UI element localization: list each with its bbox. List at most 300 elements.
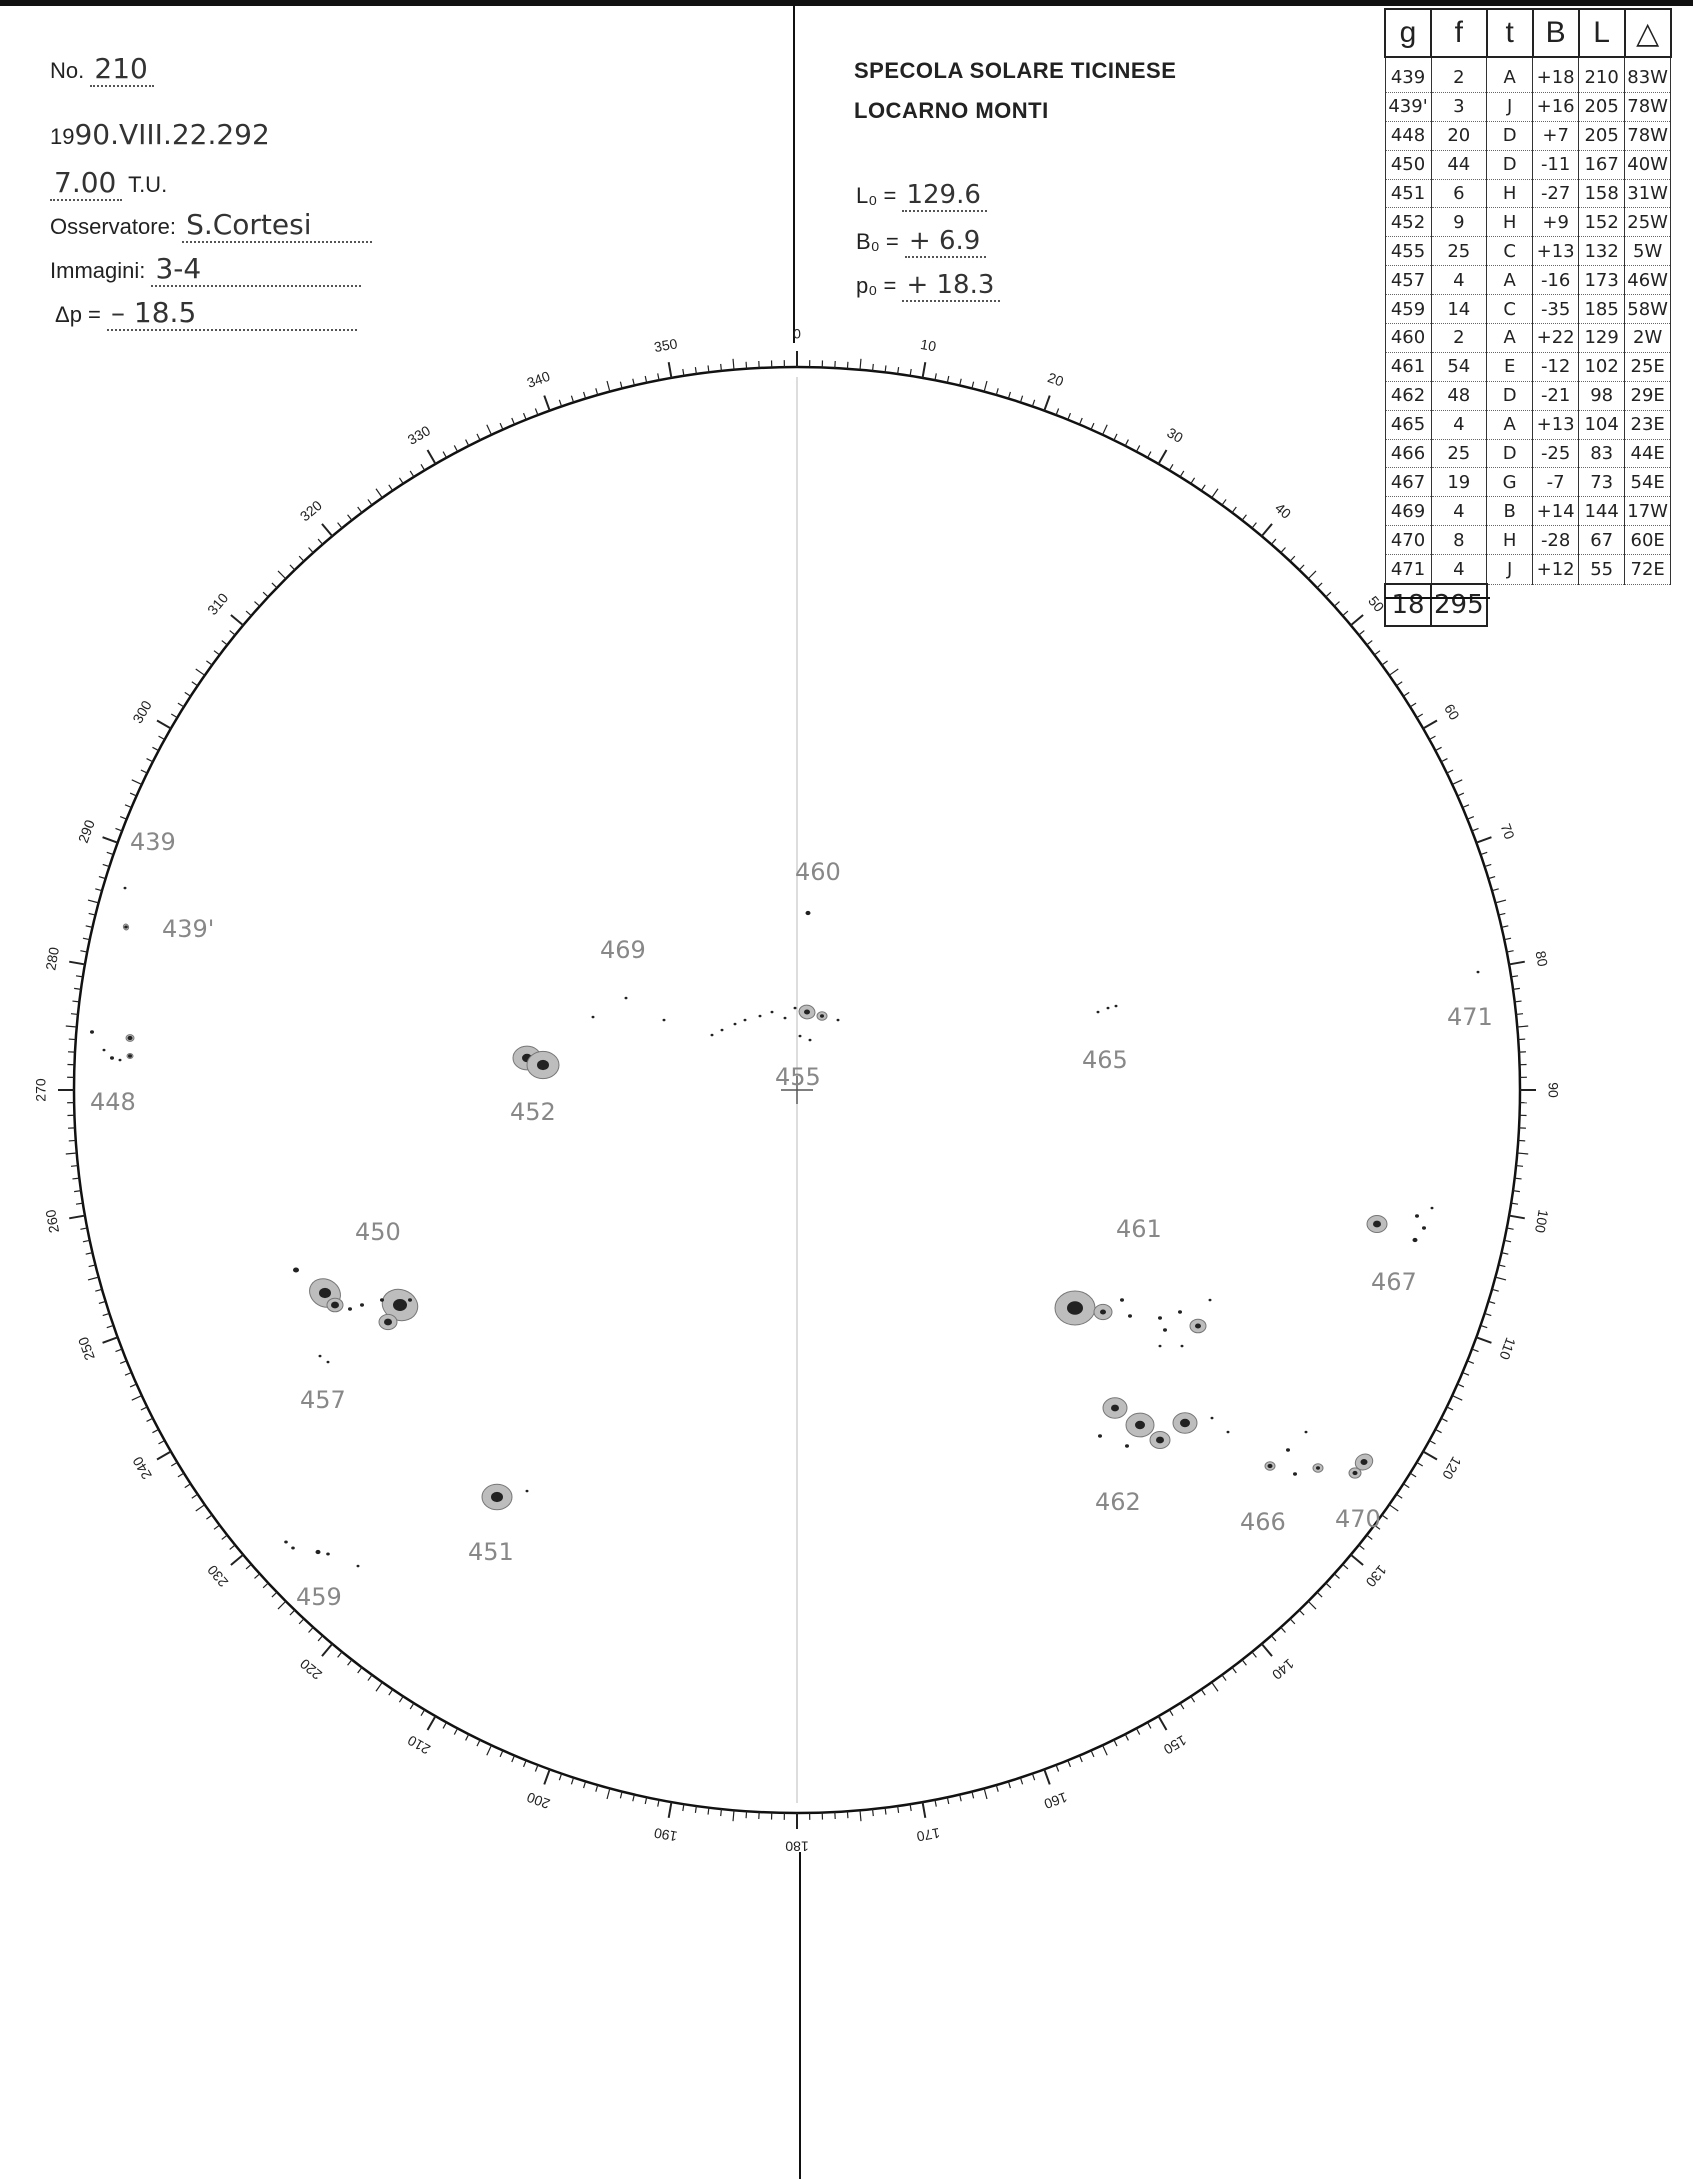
sunspot [1097,1011,1100,1014]
scale-tick [1452,780,1462,785]
group-label-439p: 439' [162,915,215,943]
sunspot [357,1565,360,1568]
cell-type: D [1487,121,1533,150]
scale-tick [535,408,538,415]
scale-tick [1212,489,1218,498]
scale-tick [272,1592,277,1597]
scale-tick [972,1792,974,1799]
scale-tick [1515,1001,1522,1002]
sunspot [482,1484,512,1510]
scale-tick [1044,396,1049,411]
cell-type: D [1487,150,1533,179]
scale-tick [309,548,314,553]
scale-tick [1079,1756,1082,1762]
cell-group: 455 [1385,237,1431,266]
sunspot [1150,1432,1170,1449]
scale-tick [454,445,457,451]
scale-tick [1159,450,1167,464]
sunspot [1265,1462,1275,1471]
cell-type: B [1487,497,1533,526]
scale-tick [159,1441,165,1444]
scale-tick [477,434,480,440]
scale-tick [338,523,342,528]
scale-tick [428,1716,436,1730]
scale-tick [1463,805,1469,808]
scale-tick [1191,478,1195,484]
sunspot [663,1019,666,1022]
observer-value: S.Cortesi [186,208,312,241]
cell-cm-distance: 17W [1625,497,1671,526]
sunspot [123,923,130,930]
scale-label: 280 [42,945,63,972]
scale-tick [1457,1384,1463,1387]
scale-tick [1417,714,1423,718]
cell-count: 4 [1431,410,1487,439]
scale-tick [1488,877,1495,879]
scale-label: 170 [915,1824,942,1845]
scale-tick [141,770,147,773]
scale-tick [278,571,286,579]
scale-tick [178,1473,184,1477]
scale-label: 120 [1439,1454,1465,1483]
scale-tick [443,1722,446,1728]
B0-value: + 6.9 [908,226,981,256]
scale-tick [99,1301,106,1303]
scale-tick [885,365,886,372]
scale-tick [1499,1265,1506,1267]
scale-tick [1367,1535,1373,1539]
sunspot [326,1552,330,1555]
scale-tick [1495,1277,1506,1280]
cell-longitude: 167 [1579,150,1625,179]
scale-tick [1125,440,1128,446]
scale-tick [620,1792,622,1799]
scale-tick [1472,828,1479,831]
scale-tick [107,1325,114,1327]
scale-tick [500,423,503,429]
sunspot [1125,1444,1129,1447]
total-groups: 18 [1385,584,1431,626]
scale-tick [1222,1675,1226,1681]
cell-longitude: 67 [1579,526,1625,555]
sunspot [1415,1214,1419,1217]
sunspot [293,1267,299,1272]
scale-tick [1452,1396,1462,1401]
scale-tick [1148,452,1151,458]
cell-latitude: +18 [1533,57,1579,92]
scale-tick [1136,1728,1139,1734]
sunspot [126,1035,134,1042]
scale-tick [524,1760,527,1766]
cell-cm-distance: 54E [1625,468,1671,497]
scale-tick [1382,1515,1388,1519]
scale-label: 250 [74,1334,98,1363]
scale-tick [1516,1166,1523,1167]
scale-tick [1467,817,1473,820]
scale-tick [130,1384,136,1387]
scale-tick [923,362,926,378]
cell-longitude: 129 [1579,324,1625,353]
sunspot [1181,1345,1184,1348]
group-label-469: 469 [600,936,646,964]
scale-tick [947,376,948,383]
scale-tick [1242,1660,1246,1666]
cell-count: 8 [1431,526,1487,555]
observatory-name: SPECOLA SOLARE TICINESE [854,58,1177,83]
scale-tick [246,1564,251,1569]
images-label: Immagini: [50,258,146,283]
scale-tick [290,1610,295,1615]
scale-tick [1180,471,1184,477]
cell-group: 467 [1385,468,1431,497]
cell-count: 6 [1431,179,1487,208]
sunspot [316,1550,321,1554]
scale-tick [255,602,260,607]
scale-tick [466,440,469,446]
scale-label: 230 [204,1562,232,1591]
col-header-delta: △ [1625,9,1671,57]
cell-cm-distance: 58W [1625,295,1671,324]
cell-latitude: -27 [1533,179,1579,208]
scale-tick [66,1026,77,1027]
cell-count: 20 [1431,121,1487,150]
scale-tick [1271,1636,1276,1641]
sunspot [799,1035,802,1038]
group-label-467: 467 [1371,1268,1417,1296]
scale-tick [399,478,403,484]
scale-tick [428,450,436,464]
scale-tick [147,1418,153,1421]
scale-tick [222,641,228,645]
sunspot [1477,971,1480,974]
scale-tick [1103,425,1108,435]
scale-tick [972,382,974,389]
cell-type: J [1487,555,1533,584]
scale-tick [1441,1418,1447,1421]
scale-tick [1501,926,1508,928]
scale-label: 150 [1161,1732,1190,1758]
scale-tick [512,1756,515,1762]
delta-p-label: Δp = [55,302,101,327]
cell-count: 14 [1431,295,1487,324]
cell-cm-distance: 44E [1625,439,1671,468]
sunspot [124,887,127,890]
sunspot [291,1546,295,1549]
sunspot [1178,1310,1182,1313]
scale-tick [410,471,414,477]
sunspot [1349,1468,1361,1478]
cell-count: 25 [1431,237,1487,266]
scale-tick [1457,793,1463,796]
scale-tick [1242,515,1246,521]
group-label-452: 452 [510,1098,556,1126]
scale-tick [1281,548,1286,553]
scale-tick [1125,1734,1128,1740]
scale-tick [607,1788,610,1799]
scale-tick [107,852,114,854]
scale-tick [141,1407,147,1410]
sunspot [1107,1007,1110,1010]
scale-tick [873,364,874,371]
scale-tick [1299,565,1304,570]
scale-tick [120,817,126,820]
scale-tick [1136,445,1139,451]
scale-tick [89,913,96,915]
scale-tick [1317,583,1322,588]
scale-tick [1326,1583,1331,1588]
scale-tick [185,1484,191,1488]
col-header-f: f [1431,9,1487,57]
scale-tick [1068,413,1071,419]
cell-latitude: +14 [1533,497,1579,526]
scale-tick [88,1277,99,1280]
group-label-439: 439 [130,828,176,856]
sunspot [784,1017,787,1020]
scale-tick [272,583,277,588]
cell-cm-distance: 25E [1625,352,1671,381]
scale-tick [1262,1644,1272,1656]
scale-tick [125,805,131,808]
scale-tick [500,1750,503,1756]
cell-cm-distance: 78W [1625,121,1671,150]
scale-tick [1509,1216,1525,1219]
scale-tick [1290,556,1295,561]
cell-group: 462 [1385,381,1431,410]
scale-tick [1396,682,1402,686]
scale-tick [115,828,122,831]
scale-tick [120,1361,126,1364]
group-label-457: 457 [300,1386,346,1414]
scale-label: 40 [1272,499,1295,522]
B0-label: B₀ = [856,229,899,254]
scale-tick [477,1740,480,1746]
scale-tick [1410,1473,1416,1477]
observer-label: Osservatore: [50,214,176,239]
sunspot [1128,1314,1132,1317]
scale-tick [246,611,251,616]
scale-tick [960,379,962,386]
scale-tick [1180,1703,1184,1709]
scale-tick [1068,1760,1071,1766]
scale-tick [1389,1505,1398,1511]
group-label-459: 459 [296,1583,342,1611]
scale-tick [1169,1710,1173,1716]
L0-label: L₀ = [856,183,897,208]
cell-latitude: -16 [1533,266,1579,295]
scale-tick [1403,692,1409,696]
scale-label: 140 [1269,1655,1298,1683]
cell-group: 457 [1385,266,1431,295]
scale-label: 220 [296,1655,325,1683]
scale-tick [1403,1484,1409,1488]
scale-tick [1079,418,1082,424]
sunspot [327,1361,330,1364]
cell-type: D [1487,439,1533,468]
cell-count: 3 [1431,92,1487,121]
scale-tick [645,1797,646,1804]
scale-tick [368,1675,372,1681]
cell-longitude: 102 [1579,352,1625,381]
scale-tick [1008,392,1010,399]
group-label-460: 460 [795,858,841,886]
scale-tick [348,1660,352,1666]
scale-tick [125,1372,131,1375]
scale-tick [178,703,184,707]
scale-label: 180 [785,1838,809,1855]
scale-label: 200 [524,1789,553,1813]
scale-label: 130 [1362,1562,1390,1591]
sunspot [408,1298,412,1301]
col-header-g: g [1385,9,1431,57]
sunspot [771,1011,774,1014]
cell-latitude: +13 [1533,237,1579,266]
sunspot [837,1019,840,1022]
scale-tick [1299,1610,1304,1615]
scale-tick [1232,507,1236,513]
scale-tick [1334,1574,1339,1579]
scale-tick [263,1583,268,1588]
scale-tick [318,539,323,544]
sunspot [1431,1207,1434,1210]
scale-tick [1389,669,1398,675]
scale-tick [103,864,110,866]
scale-tick [299,1619,304,1624]
sunspot [592,1016,595,1019]
scale-tick [524,413,527,419]
sunspot [1163,1328,1167,1331]
scale-tick [72,1001,79,1002]
scale-tick [157,721,171,729]
scale-tick [103,1337,118,1342]
scale-tick [348,515,352,521]
scale-tick [443,452,446,458]
cell-type: A [1487,57,1533,92]
scale-tick [103,837,118,842]
scale-label: 240 [129,1454,155,1483]
cell-count: 19 [1431,468,1487,497]
scale-tick [860,1810,861,1821]
scale-tick [1020,1778,1022,1785]
sunspot [1126,1413,1154,1437]
scale-tick [584,1781,586,1788]
scale-tick [1359,1545,1364,1549]
sunspot [1158,1316,1162,1319]
scale-tick [399,1696,403,1702]
sunspot [1313,1464,1323,1473]
scale-tick [1515,1178,1522,1179]
scale-tick [860,359,861,370]
scale-tick [1495,900,1506,903]
cell-count: 25 [1431,439,1487,468]
sunspot [110,1056,114,1059]
scale-tick [885,1808,886,1815]
cell-type: G [1487,468,1533,497]
scale-tick [157,1452,171,1460]
cell-type: J [1487,92,1533,121]
scale-tick [984,381,987,392]
scale-tick [132,780,142,785]
scale-label: 270 [32,1078,49,1102]
group-label-448: 448 [90,1088,136,1116]
cell-longitude: 205 [1579,121,1625,150]
scale-tick [1148,1722,1151,1728]
scale-tick [487,425,492,435]
scale-tick [290,565,295,570]
scale-tick [71,1014,78,1015]
sunspot [744,1019,747,1022]
scale-tick [71,1166,78,1167]
cell-group: 466 [1385,439,1431,468]
cell-count: 9 [1431,208,1487,237]
scale-tick [1463,1372,1469,1375]
scale-label: 20 [1045,369,1066,390]
scale-label: 60 [1441,701,1463,723]
scale-tick [1447,1407,1453,1410]
scale-tick [99,877,106,879]
sunspot [1173,1413,1197,1433]
cell-group: 439 [1385,57,1431,92]
scale-tick [1351,1555,1363,1565]
cell-latitude: -11 [1533,150,1579,179]
group-label-471: 471 [1447,1003,1493,1031]
scale-tick [1281,1627,1286,1632]
cell-longitude: 144 [1579,497,1625,526]
scale-tick [159,736,165,739]
cell-cm-distance: 72E [1625,555,1671,584]
scale-label: 190 [652,1824,679,1845]
scale-tick [1485,1313,1492,1315]
scale-tick [1326,592,1331,597]
scale-tick [389,485,393,491]
scale-tick [196,669,205,675]
scale-tick [633,379,635,386]
scale-tick [645,376,646,383]
cell-type: H [1487,179,1533,208]
scale-tick [721,364,722,371]
scale-tick [1417,1462,1423,1466]
cell-latitude: -7 [1533,468,1579,497]
scale-tick [1359,631,1364,635]
scale-label: 290 [74,817,98,846]
cell-count: 4 [1431,266,1487,295]
sunspot [526,1490,529,1493]
scale-tick [1509,962,1525,965]
scale-label: 90 [1545,1082,1562,1098]
scale-tick [214,651,220,655]
scale-tick [1488,1301,1495,1303]
scale-tick [152,1429,158,1432]
scale-tick [69,962,85,965]
scale-tick [1252,523,1256,528]
cell-longitude: 205 [1579,92,1625,121]
scale-tick [1308,571,1316,579]
p0-label: p₀ = [856,273,897,298]
cell-latitude: -21 [1533,381,1579,410]
scale-tick [89,1265,96,1267]
scale-tick [1044,1769,1049,1784]
scale-tick [1481,852,1488,854]
scale-tick [1441,759,1447,762]
group-label-461: 461 [1116,1215,1162,1243]
sunspot [1159,1345,1162,1348]
scale-tick [1091,423,1094,429]
scale-tick [923,1802,926,1818]
scale-tick [1103,1745,1108,1755]
cell-cm-distance: 25W [1625,208,1671,237]
scale-tick [1114,434,1117,440]
scale-tick [1271,539,1276,544]
scale-tick [1351,615,1363,625]
